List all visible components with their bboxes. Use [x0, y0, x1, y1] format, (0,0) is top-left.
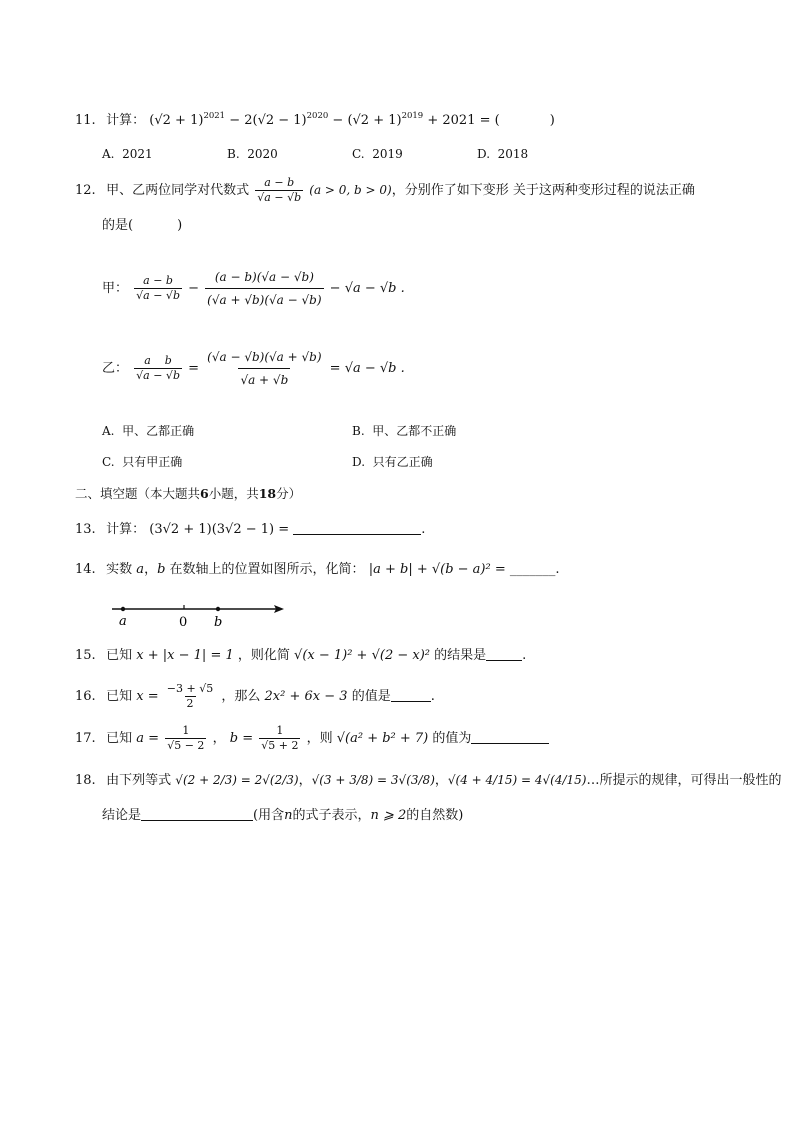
question-15: [75, 646, 526, 666]
section-heading: [75, 484, 301, 504]
answer-blank[interactable]: [293, 521, 421, 535]
expression: 2x² + 6x − 3: [264, 689, 348, 704]
expression-fraction: [255, 176, 303, 205]
yi-fraction-1: [134, 354, 182, 383]
fraction-numerator: (a − b)(√a − √b): [214, 270, 314, 284]
question-number: 14.: [75, 562, 96, 577]
number-line: [108, 596, 288, 632]
derivation-result: − √a − √b .: [329, 281, 405, 296]
fraction-numerator: a − b: [264, 176, 295, 189]
jia-fraction-2: [205, 266, 323, 311]
fraction-denominator: √a + √b: [238, 368, 290, 391]
section-score: 18: [258, 486, 277, 501]
derivation-label: 甲：: [102, 281, 129, 296]
question-stem-cont: ，那么: [221, 689, 261, 704]
operator: =: [188, 361, 200, 376]
hint-close: 的自然数): [406, 808, 464, 823]
end-punct: .: [430, 689, 435, 704]
derivation-jia: [102, 266, 405, 311]
question-18: 18. 由下列等式 √(2 + 2/3) = 2√(2/3)，√(3 + 3/8) = 3√(3/8)，√(4 + 4/15) = 4√(4/15)…所提示的规律，可得出一般性的: [75, 766, 781, 795]
axis-label-a: a: [119, 614, 127, 629]
question-12: [75, 176, 695, 205]
question-stem-tail: 的值是: [351, 689, 391, 704]
b-lhs: b =: [229, 731, 254, 746]
variable-a: a: [136, 562, 145, 577]
option-label: D.: [352, 455, 366, 469]
answer-blank[interactable]: [471, 730, 549, 744]
fraction-denominator: √a − √b: [136, 369, 180, 382]
question-number: 15.: [75, 648, 96, 663]
exponent-b: 2020: [306, 111, 329, 121]
point-b: [216, 607, 220, 611]
question-number: 17.: [75, 731, 96, 746]
fraction-numerator: 1: [276, 724, 284, 737]
question-stem-cont: ，分别作了如下变形 关于这两种变形过程的说法正确: [391, 183, 695, 198]
x-fraction: [165, 682, 215, 711]
fraction-numerator: a b: [144, 354, 172, 367]
question-number: 16.: [75, 689, 96, 704]
fraction-denominator: √5 − 2: [167, 739, 205, 752]
expression-term-a: (√2 + 1): [149, 113, 204, 128]
separator: ，: [144, 562, 158, 577]
expression-term-c: − (√2 + 1): [328, 113, 402, 128]
exponent-a: 2021: [203, 111, 226, 121]
question-stem: 已知: [106, 731, 133, 746]
b-fraction: [259, 724, 300, 753]
question-14: [75, 560, 560, 580]
question-stem: 甲、乙两位同学对代数式: [106, 183, 250, 198]
q11-option-c[interactable]: [352, 145, 403, 163]
option-label: B.: [352, 424, 365, 438]
fraction-denominator: (√a + √b)(√a − √b): [205, 288, 323, 311]
answer-blank[interactable]: [486, 647, 522, 661]
condition: x + |x − 1| = 1: [136, 648, 234, 663]
derivation-label: 乙：: [102, 361, 129, 376]
answer-blank[interactable]: [141, 807, 253, 821]
question-11: [75, 106, 555, 131]
option-label: B.: [227, 147, 240, 161]
question-stem-cont: ，则: [306, 731, 333, 746]
option-text: 甲、乙都正确: [122, 424, 195, 438]
option-label: C.: [352, 147, 365, 161]
expression: (3√2 + 1)(3√2 − 1) =: [149, 522, 290, 537]
question-16: [75, 682, 435, 711]
question-13: [75, 520, 425, 540]
answer-close-paren: ): [549, 113, 555, 128]
q12-option-c[interactable]: [102, 453, 182, 471]
option-label: A.: [102, 424, 115, 438]
section-count: 6: [200, 486, 209, 501]
hint-open: (用含: [253, 808, 285, 823]
question-stem: 已知: [106, 648, 133, 663]
point-a: [121, 607, 125, 611]
expression-tail: + 2021 = (: [423, 113, 500, 128]
condition: n ⩾ 2: [370, 808, 407, 823]
axis-label-0: 0: [179, 615, 188, 630]
option-label: C.: [102, 455, 115, 469]
q12-option-b[interactable]: [352, 422, 456, 440]
option-text: 2018: [497, 147, 529, 161]
question-stem-tail: 的是(: [102, 218, 134, 233]
question-stem-cont: 在数轴上的位置如图所示，化简：: [169, 562, 365, 577]
option-text: 只有甲正确: [122, 455, 183, 469]
a-lhs: a =: [136, 731, 160, 746]
fraction-numerator: −3 + √5: [166, 682, 214, 695]
section-suffix: 分）: [276, 486, 302, 501]
hint-mid: 的式子表示，: [292, 808, 371, 823]
fraction-denominator: 2: [186, 697, 194, 710]
option-text: 甲、乙都不正确: [372, 424, 457, 438]
question-number: 11.: [75, 113, 96, 128]
q12-option-a[interactable]: [102, 422, 194, 440]
option-text: 只有乙正确: [372, 455, 433, 469]
answer-blank[interactable]: _______.: [509, 562, 560, 577]
option-text: 2020: [247, 147, 278, 161]
question-stem-cont: ，则化简: [237, 648, 290, 663]
condition: (a > 0, b > 0): [309, 183, 392, 197]
fraction-numerator: 1: [182, 724, 190, 737]
derivation-result: = √a − √b .: [329, 361, 405, 376]
q11-option-a[interactable]: [102, 145, 153, 163]
q11-option-b[interactable]: [227, 145, 278, 163]
section-prefix: 二、填空题（本大题共: [75, 486, 201, 501]
question-18-line2: [102, 806, 463, 826]
derivation-yi: [102, 346, 405, 391]
exponent-c: 2019: [401, 111, 424, 121]
operator: −: [188, 281, 200, 296]
separator: ，: [212, 731, 226, 746]
end-punct: .: [522, 648, 527, 663]
question-stem: 已知: [106, 689, 133, 704]
fraction-denominator: √a − √b: [257, 191, 302, 204]
expression: √(x − 1)² + √(2 − x)²: [294, 648, 430, 663]
expression: √(a² + b² + 7): [336, 731, 429, 746]
question-number: 18.: [75, 773, 96, 788]
end-punct: .: [421, 522, 426, 537]
fraction-numerator: (√a − √b)(√a + √b): [207, 350, 322, 364]
axis-label-b: b: [214, 615, 223, 630]
expression: |a + b| + √(b − a)² =: [368, 562, 506, 577]
option-label: D.: [477, 147, 491, 161]
yi-fraction-2: [205, 346, 323, 391]
expression-lhs: x =: [136, 689, 159, 704]
expression-term-b: − 2(√2 − 1): [225, 113, 307, 128]
option-label: A.: [102, 147, 115, 161]
question-number: 13.: [75, 522, 96, 537]
question-stem: 计算：: [106, 522, 146, 537]
question-12-line2: [102, 216, 182, 236]
option-text: 2019: [372, 147, 403, 161]
fraction-denominator: √5 + 2: [261, 739, 299, 752]
option-text: 2021: [122, 147, 153, 161]
fraction-denominator: √a − √b: [136, 289, 180, 302]
jia-fraction-1: [134, 274, 182, 303]
q11-option-d[interactable]: [477, 145, 528, 163]
answer-close-paren: ): [177, 218, 183, 233]
question-stem: 实数: [106, 562, 133, 577]
variable-n: n: [284, 808, 293, 823]
question-stem-tail: 的结果是: [434, 648, 487, 663]
question-number: 12.: [75, 183, 96, 198]
a-fraction: [165, 724, 206, 753]
equation-3: √(4 + 4/15) = 4√(4/15): [447, 773, 587, 787]
q12-option-d[interactable]: [352, 453, 433, 471]
question-stem: 计算：: [106, 113, 146, 128]
question-stem-tail: 结论是: [102, 808, 142, 823]
fraction-numerator: a − b: [143, 274, 173, 287]
variable-b: b: [157, 562, 166, 577]
question-stem-tail: 的值为: [432, 731, 472, 746]
answer-blank[interactable]: [391, 688, 431, 702]
equation-2: √(3 + 3/8) = 3√(3/8): [311, 773, 435, 787]
question-17: [75, 724, 549, 753]
question-stem: 由下列等式: [106, 773, 172, 788]
section-mid: 小题，共: [208, 486, 259, 501]
equation-1: √(2 + 2/3) = 2√(2/3): [175, 773, 299, 787]
question-stem-cont: …所提示的规律，可得出一般性的: [586, 773, 782, 788]
